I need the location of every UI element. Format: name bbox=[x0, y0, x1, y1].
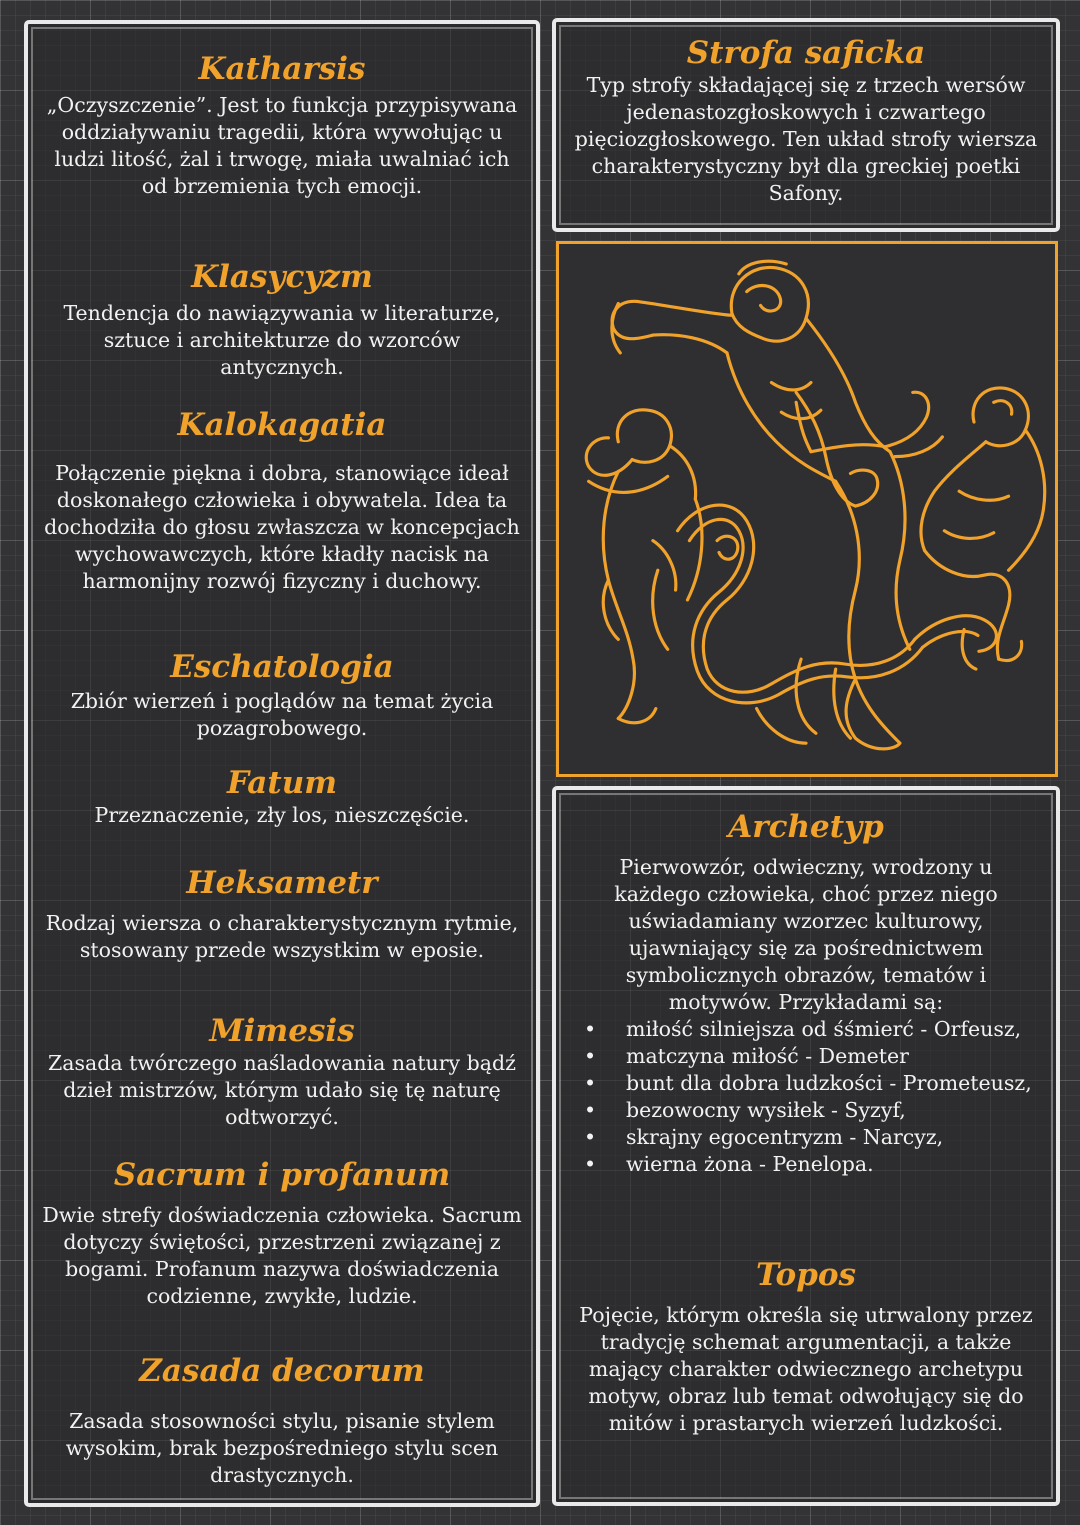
term-sacrum-i-profanum bbox=[36, 1158, 528, 1310]
term-archetyp bbox=[564, 810, 1048, 1178]
term-eschatologia bbox=[36, 650, 528, 742]
term-definition: Zasada stosowności stylu, pisanie stylem wysokim, brak bezpośredniego stylu scen drastycznych. bbox=[65, 1409, 499, 1488]
term-definition: Połączenie piękna i dobra, stanowiące ideał doskonałego człowieka i obywatela. Idea ta dochodziła do głosu zwłaszcza w koncepcjach wychowawczych, które kładły nacisk na harmonijny rozwój fizyczny i duchowy. bbox=[44, 461, 520, 594]
term-title: Klasycyzm bbox=[191, 259, 373, 295]
term-zasada-decorum bbox=[36, 1354, 528, 1489]
term-klasycyzm bbox=[36, 260, 528, 381]
term-title: Sacrum i profanum bbox=[113, 1157, 451, 1193]
list-item: • bunt dla dobra ludzkości - Prometeusz, bbox=[584, 1070, 1048, 1097]
term-definition: „Oczyszczenie”. Jest to funkcja przypisywana oddziaływaniu tragedii, która wywołując u ludzi litość, żal i trwogę, miała uwalniać ich od brzemienia tych emocji. bbox=[46, 93, 518, 199]
term-title: Eschatologia bbox=[170, 649, 394, 685]
term-title: Heksametr bbox=[186, 865, 378, 901]
term-title: Strofa saficka bbox=[686, 35, 926, 71]
term-title: Zasada decorum bbox=[139, 1353, 425, 1389]
archetyp-topos-panel bbox=[552, 786, 1060, 1506]
term-heksametr bbox=[36, 866, 528, 964]
term-definition: Dwie strefy doświadczenia człowieka. Sacrum dotyczy świętości, przestrzeni związanej z bogami. Profanum nazywa doświadczenia codzienne, zwykłe, ludzie. bbox=[42, 1203, 522, 1309]
term-definition: Pierwowzór, odwieczny, wrodzony u każdego człowieka, choć przez niego uświadamiany wzorzec kulturowy, ujawniający się za pośrednictwem symbolicznych obrazów, tematów i motywów. Przykładami są: bbox=[614, 855, 998, 1015]
list-item: • miłość silniejsza od śśmierć - Orfeusz, bbox=[584, 1016, 1048, 1043]
term-title: Topos bbox=[756, 1257, 856, 1293]
term-definition: Typ strofy składającej się z trzech wersów jedenastozgłoskowych i czwartego pięciozgłoskowego. Ten układ strofy wiersza charakterystyczny był dla greckiej poetki Safony. bbox=[574, 73, 1038, 206]
term-katharsis bbox=[36, 52, 528, 200]
term-topos bbox=[564, 1258, 1048, 1437]
term-title: Mimesis bbox=[209, 1013, 355, 1049]
list-item: • matczyna miłość - Demeter bbox=[584, 1043, 1048, 1070]
term-title: Archetyp bbox=[728, 809, 884, 845]
list-item: • skrajny egocentryzm - Narcyz, bbox=[584, 1124, 1048, 1151]
left-definitions-panel bbox=[24, 20, 540, 1507]
term-title: Kalokagatia bbox=[177, 407, 387, 443]
term-title: Fatum bbox=[226, 765, 338, 801]
term-definition: Zasada twórczego naśladowania natury bądź dzieł mistrzów, którym udało się tę naturę odtworzyć. bbox=[48, 1051, 516, 1130]
term-title: Katharsis bbox=[198, 51, 366, 87]
archetyp-examples-list bbox=[564, 1016, 1048, 1178]
term-definition: Zbiór wierzeń i poglądów na temat życia pozagrobowego. bbox=[70, 689, 494, 741]
list-item: • bezowocny wysiłek - Syzyf, bbox=[584, 1097, 1048, 1124]
strofa-saficka-panel bbox=[552, 18, 1060, 232]
term-kalokagatia bbox=[36, 408, 528, 595]
term-definition: Rodzaj wiersza o charakterystycznym rytmie, stosowany przede wszystkim w eposie. bbox=[45, 911, 519, 963]
term-definition: Pojęcie, którym określa się utrwalony przez tradycję schemat argumentacji, a także mający charakter odwiecznego archetypu motyw, obraz lub temat odwołujący się do mitów i prastarych wierzeń ludzkości. bbox=[579, 1303, 1033, 1436]
term-mimesis bbox=[36, 1014, 528, 1131]
term-definition: Przeznaczenie, zły los, nieszczęście. bbox=[94, 803, 470, 828]
list-item: • wierna żona - Penelopa. bbox=[584, 1151, 1048, 1178]
term-definition: Tendencja do nawiązywania w literaturze, sztuce i architekturze do wzorców antycznych. bbox=[63, 301, 501, 380]
term-fatum bbox=[36, 766, 528, 829]
laocoon-line-drawing bbox=[556, 241, 1058, 777]
